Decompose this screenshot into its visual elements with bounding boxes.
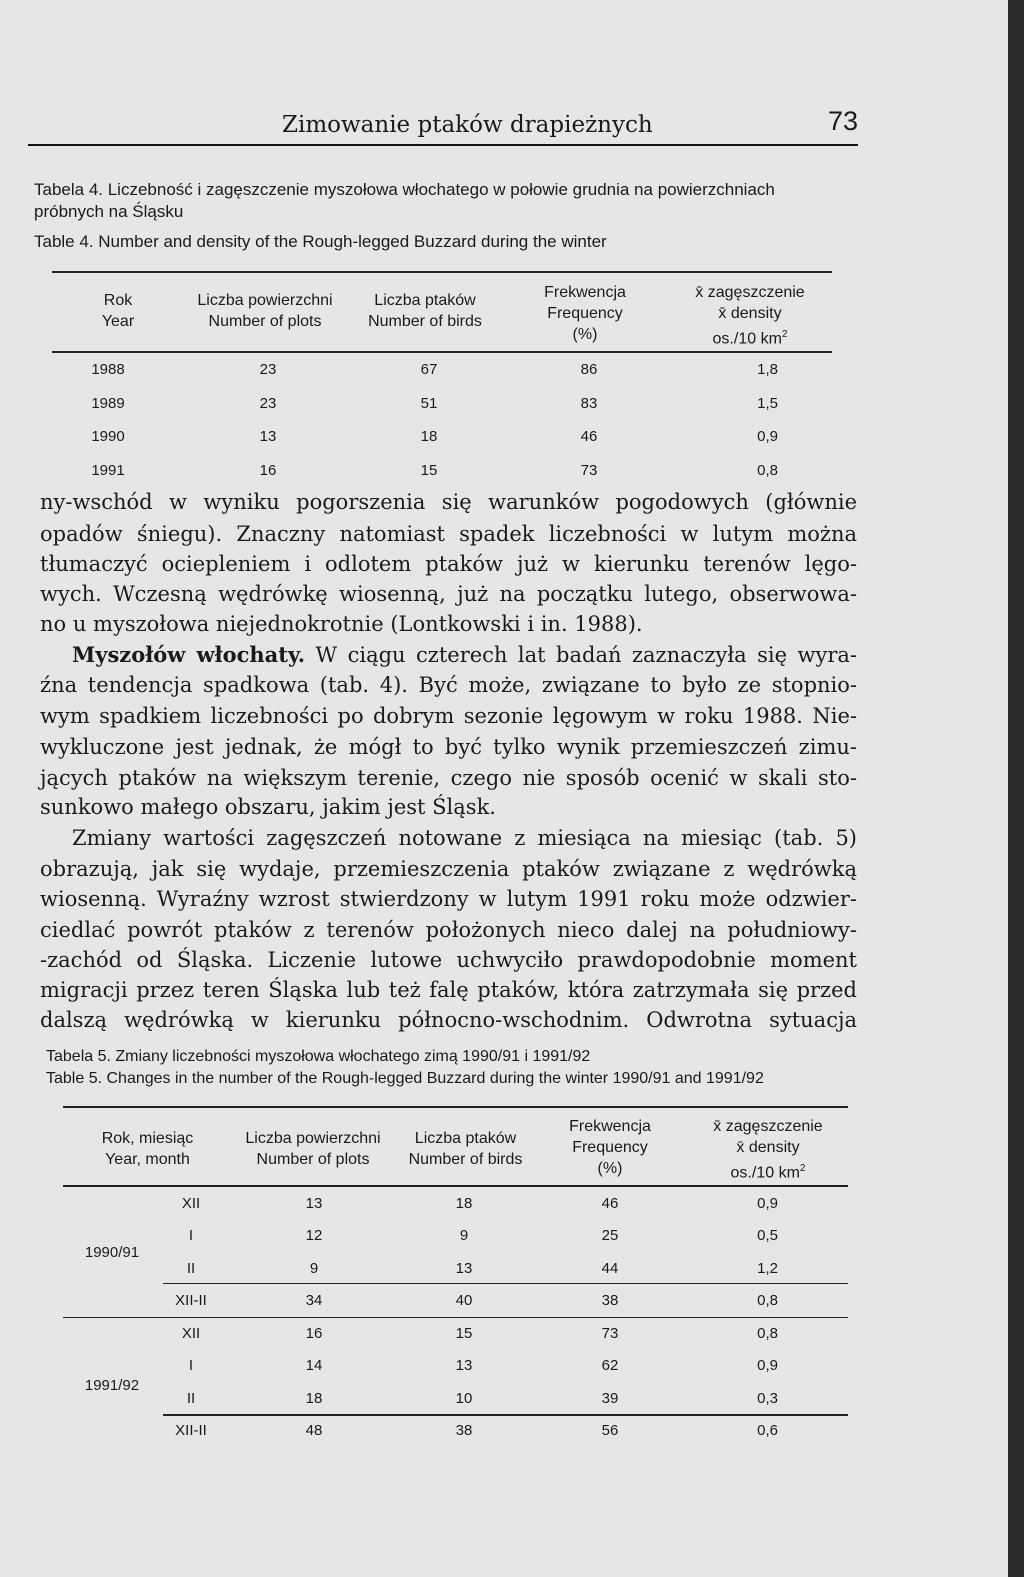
table5-cell-freq: 62: [601, 1357, 619, 1374]
running-head: [28, 104, 858, 146]
table4-cell-density: 0,9: [757, 428, 778, 445]
text-line: ny-wschód w wyniku pogorszenia się warunków pogodowych (głównie: [40, 490, 857, 514]
header-line: Liczba ptaków: [414, 1130, 517, 1147]
table4-cell-plots: 23: [259, 394, 277, 412]
table4-cell-freq: 86: [580, 361, 598, 378]
text-line: wiosenną. Wyraźny wzrost stwierdzony w lutym 1991 roku może odzwier-: [40, 887, 857, 911]
text-line: wym spadkiem liczebności po dobrym sezonie lęgowym w roku 1988. Nie-: [40, 704, 857, 728]
header-line: Rok: [103, 292, 133, 309]
header-line: Rok, miesiąc: [101, 1130, 194, 1147]
table5-cell-birds: 13: [455, 1357, 473, 1374]
text-line: dalszą wędrówką w kierunku północno-wschodnim. Odwrotna sytuacja: [40, 1008, 857, 1032]
table4-cell-birds: 51: [420, 394, 438, 412]
table5-cell-density: 0,6: [757, 1422, 778, 1439]
table5-season: 1990/91: [84, 1244, 140, 1261]
table5-cell-plots: 18: [305, 1390, 323, 1407]
table5-top-rule: [63, 1106, 848, 1108]
header-line: Liczba ptaków: [374, 292, 476, 309]
header-line: x̄ zagęszczenie: [713, 1118, 823, 1135]
table5-subtotal-rule: [163, 1283, 848, 1284]
header-line: (%): [597, 1160, 623, 1177]
table4-header-birds: [355, 290, 495, 332]
table5-cell-plots: 16: [305, 1325, 323, 1342]
table5-cell-freq: 44: [601, 1260, 619, 1277]
table5-cell-plots: 12: [305, 1227, 323, 1244]
table4-cell-density: 0,8: [757, 461, 778, 479]
table5-cell-density: 0,8: [757, 1325, 778, 1342]
table5-header-freq: [550, 1116, 670, 1179]
header-line: x̄ density: [736, 1139, 800, 1156]
text-line: wykluczone jest jednak, że mógł to być tylko wynik przemieszczeń zimu-: [40, 735, 857, 759]
table4-cell-plots: 23: [259, 361, 277, 378]
table5-header-year-month: [80, 1128, 215, 1170]
body-text: [40, 490, 857, 1050]
table5-cell-birds: 40: [455, 1292, 473, 1309]
table5-cell-birds: 38: [455, 1422, 473, 1439]
table4-cell-plots: 16: [259, 461, 277, 479]
page-number: 73: [827, 106, 858, 136]
table4-top-rule: [52, 271, 832, 273]
table5-cell-birds: 10: [455, 1390, 473, 1407]
table5-caption-en: Table 5. Changes in the number of the Rough-legged Buzzard during the winter 1990/91 and 1991/92: [46, 1070, 764, 1087]
table5-cell-density: 0,5: [757, 1227, 778, 1244]
table5-season: 1991/92: [84, 1377, 140, 1394]
table4-cell-density: 1,5: [757, 394, 778, 412]
header-line: [688, 1158, 848, 1183]
header-line: Number of birds: [368, 313, 482, 330]
table5-cell-freq: 38: [601, 1292, 619, 1309]
table5-cell-freq: 46: [601, 1195, 619, 1212]
table5-cell-plots: 34: [305, 1292, 323, 1309]
table5-cell-density: 0,9: [757, 1195, 778, 1212]
table5-cell-month: II: [186, 1260, 196, 1277]
table5-cell-month: I: [188, 1227, 194, 1244]
table5-header-plots: [228, 1128, 398, 1170]
table4-cell-year: 1989: [91, 394, 125, 412]
table4-cell-year: 1988: [91, 361, 125, 378]
header-line: [670, 324, 830, 349]
table5-caption-pl: Tabela 5. Zmiany liczebności myszołowa włochatego zimą 1990/91 i 1991/92: [46, 1048, 591, 1065]
header-line: (%): [572, 326, 598, 343]
header-line: Year, month: [105, 1151, 190, 1168]
header-line: Liczba powierzchni: [197, 292, 333, 309]
table5-header-birds: [398, 1128, 533, 1170]
heading-continuation: W ciągu czterech lat badań zaznaczyła się wyra-: [305, 643, 857, 667]
table5-cell-density: 0,9: [757, 1357, 778, 1374]
table4-cell-freq: 73: [580, 461, 598, 479]
table5-cell-month: I: [188, 1357, 194, 1374]
text-line: opadów śniegu). Znaczny natomiast spadek liczebności w lutym można: [40, 522, 857, 546]
header-line: Year: [101, 313, 135, 330]
header-line: x̄ zagęszczenie: [695, 284, 805, 301]
table4-cell-birds: 67: [420, 361, 438, 378]
table4-caption-pl: Tabela 4. Liczebność i zagęszczenie myszołowa włochatego w połowie grudnia na powierzchniach: [34, 180, 775, 199]
table5-cell-birds: 15: [455, 1325, 473, 1342]
header-line: Frekwencja: [569, 1118, 651, 1135]
unit-exponent: 2: [799, 1163, 806, 1174]
table5-subtotal-rule: [163, 1414, 848, 1416]
table4-header-freq: [525, 282, 645, 345]
table5-cell-month: XII: [181, 1195, 201, 1212]
header-line: Liczba powierzchni: [245, 1130, 381, 1147]
table4-header-year: [88, 290, 148, 332]
table4-cell-year: 1991: [91, 461, 125, 479]
unit: os./10 km: [712, 330, 782, 348]
text-line: tłumaczyć ociepleniem i odlotem ptaków już w kierunku terenów lęgo-: [40, 552, 857, 576]
table4-cell-birds: 15: [420, 461, 438, 479]
table5-cell-plots: 14: [305, 1357, 323, 1374]
table5-cell-density: 1,2: [757, 1260, 778, 1277]
unit: os./10 km: [730, 1164, 800, 1182]
table5-cell-plots: 48: [305, 1422, 323, 1439]
text-line: no u myszołowa niejednokrotnie (Lontkowski i in. 1988).: [40, 612, 643, 636]
table4-cell-plots: 13: [259, 428, 277, 445]
text-line: jących ptaków na większym terenie, czego nie sposób ocenić w skali sto-: [40, 766, 857, 790]
table5-cell-freq: 39: [601, 1390, 619, 1407]
table5-cell-birds: 13: [455, 1260, 473, 1277]
table5-header-rule: [63, 1185, 848, 1187]
table4-cell-freq: 83: [580, 394, 598, 412]
text-line: ciedlać powrót ptaków z terenów położonych nieco dalej na południowy-: [40, 918, 857, 942]
header-line: Frequency: [572, 1139, 648, 1156]
unit-exponent: 2: [781, 329, 788, 340]
paragraph-first-line: [72, 642, 857, 667]
text-line: wych. Wczesną wędrówkę wiosenną, już na początku lutego, obserwowa-: [40, 582, 857, 606]
table4-caption-en: Table 4. Number and density of the Rough-legged Buzzard during the winter: [34, 232, 607, 251]
header-line: Frequency: [547, 305, 623, 322]
table5-cell-month: XII-II: [175, 1292, 207, 1309]
table4-header-density: [670, 282, 830, 349]
header-line: Number of plots: [208, 313, 322, 330]
table4-cell-density: 1,8: [757, 361, 778, 378]
table5-cell-birds: 18: [455, 1195, 473, 1212]
table5-cell-freq: 73: [601, 1325, 619, 1342]
section-heading: Myszołów włochaty.: [72, 642, 306, 667]
text-line: źna tendencja spadkowa (tab. 4). Być może, związane to było ze stopnio-: [40, 673, 857, 697]
table5-cell-month: XII-II: [175, 1422, 207, 1439]
table4-cell-birds: 18: [420, 428, 438, 445]
header-line: Number of birds: [408, 1151, 523, 1168]
table4-cell-year: 1990: [91, 428, 125, 445]
table5-cell-plots: 13: [305, 1195, 323, 1212]
table5-cell-density: 0,8: [757, 1292, 778, 1309]
text-line: obrazują, jak się wydaje, przemieszczenia ptaków związane z wędrówką: [40, 857, 857, 881]
text-line: sunkowo małego obszaru, jakim jest Śląsk.: [40, 795, 496, 819]
table4-header-rule: [52, 351, 832, 353]
table4-header-plots: [180, 290, 350, 332]
table5-cell-month: II: [186, 1390, 196, 1407]
text-line: migracji przez teren Śląska lub też falę ptaków, która zatrzymała się przed: [40, 978, 857, 1002]
table5-cell-birds: 9: [459, 1227, 469, 1244]
table5-group-rule: [63, 1317, 848, 1318]
header-line: x̄ density: [718, 305, 782, 322]
table5-cell-freq: 25: [601, 1227, 619, 1244]
table5-header-density: [688, 1116, 848, 1183]
header-line: Frekwencja: [544, 284, 626, 301]
table5-cell-plots: 9: [309, 1260, 319, 1277]
table4-cell-freq: 46: [580, 428, 598, 445]
paragraph-first-line: Zmiany wartości zagęszczeń notowane z miesiąca na miesiąc (tab. 5): [72, 826, 857, 850]
text-line: -zachód od Śląska. Liczenie lutowe uchwyciło prawdopodobnie moment: [40, 948, 857, 972]
table5-cell-month: XII: [181, 1325, 201, 1342]
table4-caption-pl-cont: próbnych na Śląsku: [34, 202, 184, 221]
running-head-title: Zimowanie ptaków drapieżnych: [282, 112, 653, 138]
header-line: Number of plots: [256, 1151, 370, 1168]
table5-cell-freq: 56: [601, 1422, 619, 1439]
table5-cell-density: 0,3: [757, 1390, 778, 1407]
